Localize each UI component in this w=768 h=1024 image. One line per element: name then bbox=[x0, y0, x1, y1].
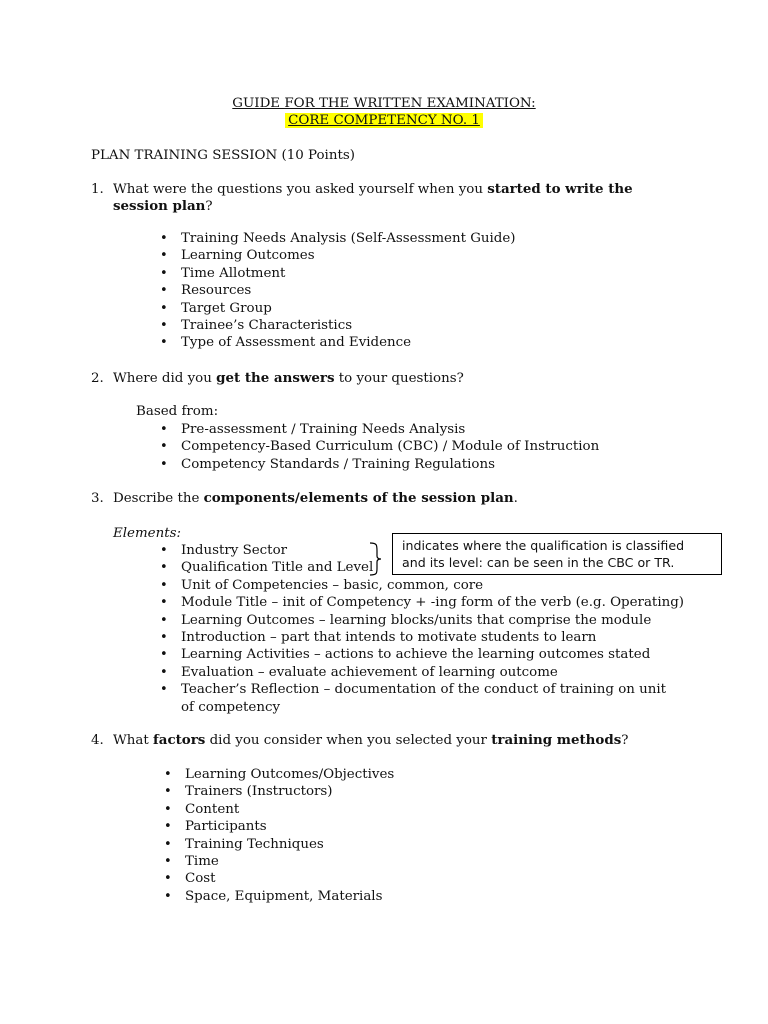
list-item: • Learning Outcomes/Objectives bbox=[185, 766, 394, 783]
title-line-1: GUIDE FOR THE WRITTEN EXAMINATION: bbox=[232, 96, 536, 111]
list-item: • Participants bbox=[185, 818, 394, 835]
callout-box bbox=[392, 533, 722, 575]
list-item: • Learning Outcomes – learning blocks/units that comprise the module bbox=[181, 612, 681, 629]
list-item: • Pre-assessment / Training Needs Analysis bbox=[181, 421, 599, 438]
curly-brace-icon bbox=[368, 542, 392, 576]
list-item: • Industry Sector bbox=[181, 542, 681, 559]
list-item: • Competency-Based Curriculum (CBC) / Module of Instruction bbox=[181, 438, 599, 455]
section-title: PLAN TRAINING SESSION (10 Points) bbox=[91, 148, 355, 163]
list-item: • Trainers (Instructors) bbox=[185, 783, 394, 800]
list-item: • Evaluation – evaluate achievement of learning outcome bbox=[181, 664, 681, 681]
question-number: 4. bbox=[91, 733, 104, 748]
list-item: • Competency Standards / Training Regulations bbox=[181, 456, 599, 473]
callout-line-1: indicates where the qualification is classified bbox=[402, 538, 685, 553]
list-item: • Training Techniques bbox=[185, 836, 394, 853]
list-item: • Teacher’s Reflection – documentation of the conduct of training on unit of competency bbox=[181, 681, 681, 716]
q1-bullet-list bbox=[181, 230, 516, 352]
list-item: • Cost bbox=[185, 870, 394, 887]
list-item: • Qualification Title and Level bbox=[181, 559, 681, 576]
list-item: • Type of Assessment and Evidence bbox=[181, 334, 516, 351]
q2-bullet-list bbox=[181, 421, 599, 473]
question-1: 1. What were the questions you asked yourself when you started to write the session plan? bbox=[91, 181, 633, 215]
question-4: 4. What factors did you consider when you selected your training methods? bbox=[91, 732, 629, 748]
q4-bullet-list bbox=[185, 766, 394, 905]
callout-line-2: and its level: can be seen in the CBC or TR. bbox=[402, 555, 675, 570]
highlighted-subtitle: CORE COMPETENCY NO. 1 bbox=[285, 113, 483, 128]
q3-intro: Elements: bbox=[113, 526, 181, 541]
list-item: • Learning Outcomes bbox=[181, 247, 516, 264]
document-title bbox=[0, 95, 768, 112]
question-number: 1. bbox=[91, 182, 104, 197]
document-subtitle bbox=[0, 112, 768, 129]
list-item: • Module Title – init of Competency + -ing form of the verb (e.g. Operating) bbox=[181, 594, 681, 611]
question-2: 2. Where did you get the answers to your questions? bbox=[91, 370, 464, 386]
list-item: • Introduction – part that intends to motivate students to learn bbox=[181, 629, 681, 646]
question-number: 3. bbox=[91, 491, 104, 506]
list-item: • Training Needs Analysis (Self-Assessment Guide) bbox=[181, 230, 516, 247]
question-number: 2. bbox=[91, 371, 104, 386]
question-3: 3. Describe the components/elements of the session plan. bbox=[91, 490, 518, 506]
list-item: • Resources bbox=[181, 282, 516, 299]
list-item: • Target Group bbox=[181, 300, 516, 317]
list-item: • Space, Equipment, Materials bbox=[185, 888, 394, 905]
list-item: • Content bbox=[185, 801, 394, 818]
list-item: • Learning Activities – actions to achieve the learning outcomes stated bbox=[181, 646, 681, 663]
list-item: • Unit of Competencies – basic, common, core bbox=[181, 577, 681, 594]
list-item: • Time Allotment bbox=[181, 265, 516, 282]
list-item: • Trainee’s Characteristics bbox=[181, 317, 516, 334]
q2-intro: Based from: bbox=[136, 404, 219, 419]
list-item: • Time bbox=[185, 853, 394, 870]
